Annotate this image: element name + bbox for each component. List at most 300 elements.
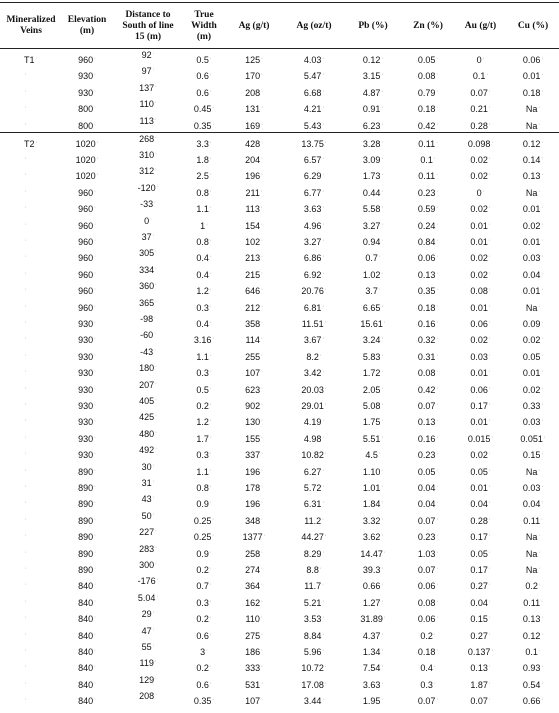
cell-au [454, 544, 507, 560]
header-cu-pct: Cu (%) [517, 20, 549, 31]
cell-end-mark-icon: ˒ [25, 253, 27, 260]
table-row [0, 560, 559, 576]
cell-end-mark-icon: ˒ [152, 232, 155, 238]
cell-text: 3.27 [303, 237, 322, 247]
cell-pb [344, 134, 402, 150]
cell-pb [344, 691, 402, 707]
cell-text: 3.42 [303, 368, 322, 379]
cell-end-mark-icon: ˒ [94, 515, 96, 522]
cell-true-width [184, 216, 224, 232]
cell-end-mark-icon: ˒ [156, 182, 159, 189]
cell-ag-gt [224, 183, 284, 199]
cell-text: 930 [78, 335, 94, 346]
cell-true-width [184, 330, 224, 346]
cell-text: 3.09 [362, 155, 381, 165]
cell-cu [507, 527, 559, 543]
cell-end-mark-icon: ˒ [488, 104, 491, 111]
cell-text: 0.1 [420, 155, 433, 165]
cell-text: 29.01 [301, 401, 324, 411]
cell-text: -60 [140, 330, 154, 341]
cell-text: 840 [78, 679, 94, 690]
cell-end-mark-icon: ˒ [488, 384, 491, 391]
cell-pb [344, 609, 402, 625]
cell-end-mark-icon: ˒ [324, 532, 327, 539]
cell-end-mark-icon: ˒ [538, 104, 541, 111]
cell-text: 1.10 [362, 466, 381, 477]
cell-text: 0.04 [470, 597, 488, 608]
cell-end-mark-icon: ˒ [94, 104, 96, 111]
cell-end-mark-icon: ˒ [488, 253, 491, 260]
cell-text: 0.02 [470, 335, 488, 346]
cell-end-mark-icon: ˒ [155, 445, 157, 452]
cell-end-mark-icon: ˒ [488, 663, 491, 670]
cell-end-mark-icon: ˒ [261, 319, 263, 325]
cell-end-mark-icon: ˒ [94, 71, 96, 78]
cell-end-mark-icon: ˒ [152, 66, 155, 73]
cell-text: 890 [78, 532, 94, 543]
cell-end-mark-icon: ˒ [322, 483, 325, 489]
cell-end-mark-icon: ˒ [94, 55, 96, 61]
cell-end-mark-icon: ˒ [154, 99, 157, 106]
cell-elevation [62, 642, 112, 658]
cell-vein [0, 50, 62, 66]
cell-end-mark-icon: ˒ [436, 237, 439, 243]
cell-ag-gt [224, 150, 284, 166]
cell-cu [507, 248, 559, 264]
cell-text: 425 [139, 412, 155, 423]
cell-end-mark-icon: ˒ [209, 319, 212, 325]
table-row [0, 116, 559, 132]
cell-end-mark-icon: ˒ [436, 433, 439, 440]
cell-vein [0, 658, 62, 674]
cell-ag-gt [224, 99, 284, 115]
cell-end-mark-icon: ˒ [541, 138, 544, 145]
cell-text: 0.11 [418, 171, 436, 182]
cell-text: 0.3 [196, 368, 209, 379]
cell-text: 6.86 [303, 253, 322, 264]
table-row [0, 642, 559, 658]
cell-text: 208 [245, 87, 261, 98]
cell-text: 55 [141, 642, 152, 652]
cell-text: 0.12 [522, 138, 541, 149]
cell-end-mark-icon: ˒ [25, 450, 27, 457]
cell-ag-gt [224, 298, 284, 314]
cell-pb [344, 494, 402, 510]
cell-ag-ozt [284, 347, 344, 363]
cell-ag-ozt [284, 183, 344, 199]
cell-au [454, 232, 507, 248]
cell-text: 1.8 [196, 155, 209, 165]
cell-end-mark-icon: ˒ [261, 155, 263, 161]
cell-text: 3 [200, 647, 206, 657]
cell-end-mark-icon: ˒ [322, 466, 325, 473]
cell-text: 0.04 [522, 269, 541, 280]
cell-au [454, 576, 507, 592]
cell-end-mark-icon: ˒ [436, 104, 439, 111]
cell-end-mark-icon: ˒ [261, 138, 263, 145]
cell-end-mark-icon: ˒ [261, 499, 263, 506]
cell-end-mark-icon: ˒ [322, 630, 325, 637]
cell-end-mark-icon: ˒ [155, 150, 157, 156]
cell-pb [344, 216, 402, 232]
cell-end-mark-icon: ˒ [261, 302, 263, 309]
cell-end-mark-icon: ˒ [541, 679, 544, 686]
cell-end-mark-icon: ˒ [541, 499, 544, 506]
cell-text: 0 [476, 187, 482, 198]
cell-text: 0.59 [417, 204, 436, 215]
cell-text: 107 [245, 696, 261, 707]
cell-pb [344, 626, 402, 642]
cell-text: 0.3 [196, 450, 209, 461]
cell-text: 0.06 [470, 319, 488, 329]
cell-text: 13.75 [301, 138, 324, 149]
cell-elevation [62, 298, 112, 314]
cell-text: 196 [245, 171, 261, 182]
cell-ag-gt [224, 544, 284, 560]
cell-end-mark-icon: ˒ [381, 679, 384, 686]
cell-true-width [184, 380, 224, 396]
cell-pb [344, 576, 402, 592]
cell-ag-gt [224, 691, 284, 707]
cell-end-mark-icon: ˒ [488, 614, 491, 621]
cell-text: 5.43 [303, 120, 322, 131]
cell-end-mark-icon: ˒ [436, 532, 439, 539]
cell-text: 623 [245, 384, 261, 395]
cell-pb [344, 593, 402, 609]
cell-text: 405 [139, 396, 155, 406]
cell-end-mark-icon: ˒ [261, 630, 263, 637]
cell-end-mark-icon: ˒ [154, 330, 156, 337]
cell-text: 1.72 [362, 368, 381, 379]
cell-text: 0.2 [196, 614, 209, 625]
table-row [0, 248, 559, 264]
cell-pb [344, 347, 402, 363]
cell-text: Na [525, 548, 538, 559]
table-row [0, 691, 559, 707]
cell-zn [402, 363, 454, 379]
cell-pb [344, 183, 402, 199]
cell-pb [344, 478, 402, 494]
cell-true-width [184, 50, 224, 66]
cell-end-mark-icon: ˒ [25, 384, 27, 391]
cell-text: 4.37 [362, 630, 381, 641]
cell-end-mark-icon: ˒ [488, 302, 491, 309]
cell-end-mark-icon: ˒ [209, 138, 212, 145]
cell-text: 890 [78, 483, 94, 493]
cell-vein [0, 642, 62, 658]
cell-end-mark-icon: ˒ [152, 461, 155, 468]
cell-text: 0.17 [470, 565, 488, 575]
cell-au [454, 593, 507, 609]
cell-text: 348 [245, 515, 261, 526]
cell-end-mark-icon: ˒ [322, 499, 325, 506]
cell-zn [402, 248, 454, 264]
cell-vein [0, 691, 62, 707]
cell-cu [507, 50, 559, 66]
cell-text: 0.94 [362, 237, 381, 247]
cell-end-mark-icon: ˒ [538, 565, 541, 571]
cell-end-mark-icon: ˒ [541, 220, 544, 227]
cell-end-mark-icon: ˒ [261, 384, 263, 391]
cell-end-mark-icon: ˒ [94, 319, 96, 325]
cell-distance [112, 489, 184, 505]
header-elevation: Elevation (m) [67, 15, 107, 36]
cell-vein [0, 462, 62, 478]
cell-text: 4.98 [303, 433, 322, 444]
cell-zn [402, 494, 454, 510]
table-row [0, 494, 559, 510]
cell-text: 840 [78, 663, 94, 674]
cell-pb [344, 462, 402, 478]
cell-text: 212 [245, 302, 261, 313]
cell-ag-ozt [284, 626, 344, 642]
cell-end-mark-icon: ˒ [324, 663, 327, 670]
cell-ag-ozt [284, 380, 344, 396]
cell-text: 4.19 [303, 417, 322, 428]
cell-text: 0.09 [522, 319, 541, 329]
cell-end-mark-icon: ˒ [538, 302, 541, 309]
cell-end-mark-icon: ˒ [436, 269, 439, 276]
cell-text: 1.27 [362, 597, 381, 608]
cell-end-mark-icon: ˒ [94, 532, 96, 539]
header-zn-pct: Zn (%) [413, 20, 443, 31]
cell-text: 0.44 [362, 187, 381, 198]
cell-vein [0, 675, 62, 691]
cell-end-mark-icon: ˒ [154, 346, 156, 353]
cell-end-mark-icon: ˒ [322, 87, 325, 94]
cell-text: 6.68 [303, 87, 322, 98]
cell-text: 0.04 [417, 483, 436, 493]
cell-text: 0.3 [196, 302, 209, 313]
cell-text: 0.17 [470, 401, 488, 411]
cell-end-mark-icon: ˒ [25, 104, 27, 111]
cell-cu [507, 347, 559, 363]
cell-text: 97 [141, 66, 152, 77]
cell-text: 0.21 [470, 104, 488, 115]
cell-zn [402, 445, 454, 461]
cell-text: 0.01 [522, 368, 541, 379]
cell-ag-ozt [284, 429, 344, 445]
cell-end-mark-icon: ˒ [25, 483, 27, 489]
cell-text: 3.15 [362, 71, 381, 82]
cell-ag-ozt [284, 675, 344, 691]
cell-end-mark-icon: ˒ [381, 138, 384, 145]
cell-end-mark-icon: ˒ [155, 363, 157, 370]
cell-ag-gt [224, 658, 284, 674]
cell-text: 0.16 [417, 433, 436, 444]
table-row [0, 576, 559, 592]
cell-end-mark-icon: ˒ [261, 286, 263, 293]
cell-cu [507, 66, 559, 82]
cell-text: 0.23 [417, 187, 436, 198]
cell-text: 0.04 [417, 499, 436, 510]
cell-vein [0, 116, 62, 132]
cell-end-mark-icon: ˒ [209, 597, 212, 604]
cell-pb [344, 232, 402, 248]
cell-text: 0.66 [522, 696, 541, 707]
cell-elevation [62, 248, 112, 264]
cell-ag-ozt [284, 66, 344, 82]
cell-end-mark-icon: ˒ [152, 494, 155, 501]
cell-zn [402, 216, 454, 232]
cell-text: 890 [78, 466, 94, 477]
cell-distance [112, 342, 184, 358]
cell-end-mark-icon: ˒ [209, 499, 212, 506]
cell-text: 890 [78, 548, 94, 559]
cell-text: 360 [139, 281, 155, 292]
cell-end-mark-icon: ˒ [94, 269, 96, 276]
cell-text: 3.27 [362, 220, 381, 231]
cell-end-mark-icon: ˒ [25, 155, 27, 161]
cell-text: 0.18 [417, 302, 436, 313]
cell-elevation [62, 66, 112, 82]
cell-distance [112, 506, 184, 522]
cell-text: 0.01 [470, 237, 488, 247]
cell-end-mark-icon: ˒ [436, 450, 439, 457]
cell-ag-ozt [284, 511, 344, 527]
cell-text: 930 [78, 384, 94, 395]
cell-text: -120 [137, 182, 156, 193]
cell-ag-ozt [284, 445, 344, 461]
cell-end-mark-icon: ˒ [212, 515, 215, 522]
cell-end-mark-icon: ˒ [94, 368, 96, 375]
cell-end-mark-icon: ˒ [436, 499, 439, 506]
cell-end-mark-icon: ˒ [381, 171, 384, 178]
cell-text: 334 [139, 264, 155, 275]
cell-text: 0.8 [196, 237, 209, 247]
cell-end-mark-icon: ˒ [94, 548, 96, 555]
cell-end-mark-icon: ˒ [324, 319, 327, 325]
cell-text: 0.3 [420, 679, 433, 690]
cell-end-mark-icon: ˒ [322, 548, 325, 555]
cell-pb [344, 544, 402, 560]
cell-elevation [62, 429, 112, 445]
cell-text: 0.07 [417, 401, 436, 411]
cell-text: 180 [139, 363, 155, 374]
cell-text: 196 [245, 466, 261, 477]
cell-true-width [184, 396, 224, 412]
cell-au [454, 511, 507, 527]
cell-end-mark-icon: ˒ [212, 532, 215, 539]
cell-end-mark-icon: ˒ [209, 384, 212, 391]
cell-text: 300 [139, 560, 155, 570]
cell-zn [402, 576, 454, 592]
cell-end-mark-icon: ˒ [381, 515, 384, 522]
cell-text: 0.01 [522, 204, 541, 215]
cell-text: 0 [476, 55, 482, 65]
cell-end-mark-icon: ˒ [209, 417, 212, 424]
cell-text: 0.8 [196, 187, 209, 198]
cell-end-mark-icon: ˒ [541, 253, 544, 260]
cell-zn [402, 396, 454, 412]
cell-distance [112, 457, 184, 473]
cell-ag-ozt [284, 462, 344, 478]
cell-text: 0.35 [193, 696, 212, 707]
cell-text: 0 [144, 215, 150, 226]
cell-end-mark-icon: ˒ [488, 466, 491, 473]
cell-text: 92 [141, 50, 152, 60]
cell-text: 0.06 [417, 614, 436, 625]
cell-end-mark-icon: ˒ [25, 237, 27, 243]
cell-end-mark-icon: ˒ [94, 253, 96, 260]
cell-end-mark-icon: ˒ [209, 466, 212, 473]
cell-end-mark-icon: ˒ [381, 483, 384, 489]
cell-cu [507, 429, 559, 445]
cell-text: 4.5 [365, 450, 378, 461]
cell-au [454, 199, 507, 215]
cell-end-mark-icon: ˒ [25, 499, 27, 506]
table-row [0, 478, 559, 494]
cell-zn [402, 150, 454, 166]
cell-end-mark-icon: ˒ [25, 319, 27, 325]
cell-end-mark-icon: ˒ [154, 115, 157, 122]
cell-text: Na [525, 302, 538, 313]
cell-text: 1.1 [196, 204, 209, 215]
cell-vein [0, 347, 62, 363]
cell-text: 0.28 [470, 120, 488, 131]
cell-end-mark-icon: ˒ [152, 642, 155, 648]
cell-au [454, 83, 507, 99]
cell-text: Na [525, 120, 538, 131]
cell-text: 890 [78, 565, 94, 575]
cell-end-mark-icon: ˒ [322, 237, 325, 243]
cell-end-mark-icon: ˒ [209, 401, 212, 407]
cell-text: 3.16 [193, 335, 212, 346]
cell-text: 204 [245, 155, 261, 165]
cell-text: 1.7 [196, 433, 209, 444]
cell-text: 840 [78, 647, 94, 657]
cell-end-mark-icon: ˒ [25, 71, 27, 78]
cell-end-mark-icon: ˒ [155, 674, 157, 681]
cell-text: 5.96 [303, 647, 322, 657]
cell-end-mark-icon: ˒ [212, 335, 215, 342]
cell-vein [0, 429, 62, 445]
cell-end-mark-icon: ˒ [488, 286, 491, 293]
table-row [0, 281, 559, 297]
cell-end-mark-icon: ˒ [322, 55, 325, 61]
cell-end-mark-icon: ˒ [154, 314, 156, 320]
cell-cu [507, 462, 559, 478]
cell-text: 0.02 [470, 171, 488, 182]
table-row [0, 314, 559, 330]
cell-end-mark-icon: ˒ [488, 630, 491, 637]
cell-end-mark-icon: ˒ [155, 281, 157, 288]
table-row [0, 429, 559, 445]
cell-distance [112, 407, 184, 423]
cell-end-mark-icon: ˒ [322, 696, 325, 703]
cell-zn [402, 314, 454, 330]
cell-elevation [62, 380, 112, 396]
cell-text: 0.23 [417, 450, 436, 461]
cell-ag-gt [224, 134, 284, 150]
cell-end-mark-icon: ˒ [261, 220, 263, 227]
cell-distance [112, 211, 184, 227]
cell-au [454, 134, 507, 150]
cell-ag-ozt [284, 216, 344, 232]
cell-true-width [184, 248, 224, 264]
table-row [0, 199, 559, 215]
cell-end-mark-icon: ˒ [538, 548, 541, 555]
cell-end-mark-icon: ˒ [324, 384, 327, 391]
cell-text: 0.15 [522, 450, 541, 461]
cell-distance [112, 276, 184, 292]
cell-text: 0.06 [417, 581, 436, 592]
cell-end-mark-icon: ˒ [436, 138, 438, 145]
cell-text: 110 [245, 614, 260, 625]
cell-end-mark-icon: ˒ [322, 614, 325, 621]
cell-text: 0.45 [193, 104, 212, 115]
cell-end-mark-icon: ˒ [378, 286, 381, 293]
